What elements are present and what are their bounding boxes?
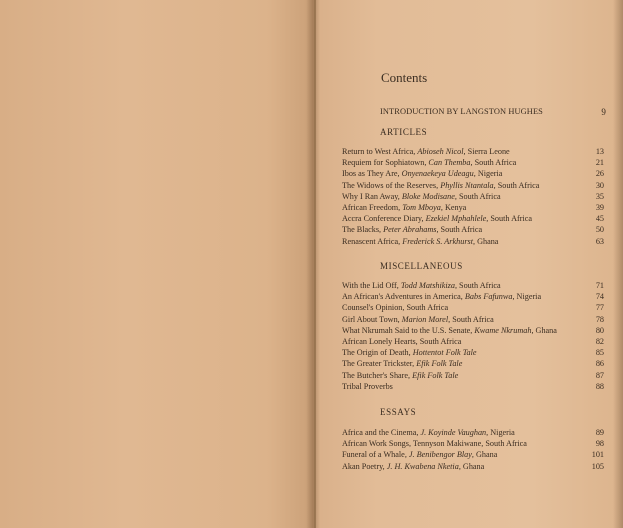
toc-entry-page-number: 85 [595, 348, 604, 358]
toc-entry-place: , Nigeria [486, 428, 515, 437]
toc-entry-author: Frederick S. Arkhurst [402, 236, 473, 246]
introduction-page-number: 9 [601, 107, 606, 117]
essays-list [342, 427, 604, 472]
toc-entry-text [342, 224, 482, 235]
toc-entry-page-number: 13 [595, 147, 604, 156]
toc-entry-author: Peter Abrahams [383, 225, 437, 235]
toc-entry-place: , Ghana [471, 450, 498, 460]
toc-entry [342, 358, 604, 369]
page-edge-shadow [613, 0, 623, 528]
section-heading-miscellaneous: MISCELLANEOUS [380, 261, 463, 271]
toc-entry-text [342, 325, 557, 336]
section-heading-essays: ESSAYS [380, 407, 417, 417]
toc-entry-page-number: 26 [595, 169, 604, 179]
introduction-label: INTRODUCTION BY LANGSTON HUGHES [380, 107, 543, 116]
toc-entry-page-number: 89 [595, 428, 604, 437]
toc-entry-text [342, 291, 541, 302]
toc-entry-place: South Africa [406, 303, 449, 313]
toc-entry-place: , Sierra Leone [463, 147, 510, 156]
toc-entry [342, 224, 604, 235]
toc-entry-page-number: 30 [595, 180, 604, 190]
page-title: Contents [381, 70, 428, 85]
toc-entry-author: Efik Folk Tale [412, 370, 459, 380]
toc-entry-author: J. Benibengor Blay [408, 450, 472, 460]
toc-entry-page-number: 63 [595, 236, 604, 246]
toc-entry [342, 191, 604, 202]
toc-entry [342, 280, 604, 291]
toc-entry-page-number: 88 [595, 381, 604, 391]
toc-entry-title: The Greater Trickster, [342, 359, 417, 369]
toc-entry [342, 314, 604, 325]
toc-entry-page-number: 45 [595, 214, 604, 224]
toc-entry-page-number: 82 [595, 336, 604, 346]
toc-entry [342, 438, 604, 449]
toc-entry-author: J. H. Kwabena Nketia [386, 461, 459, 471]
toc-entry-author: Marion Morel [401, 314, 449, 324]
toc-entry-page-number: 98 [595, 439, 604, 449]
toc-entry-text [342, 213, 532, 224]
toc-entry-page-number: 39 [595, 202, 604, 212]
toc-entry-text [342, 427, 515, 438]
toc-entry-title: The Widows of the Reserves, [342, 180, 441, 190]
toc-entry [342, 347, 604, 358]
toc-entry-title: Counsel's Opinion, [342, 303, 407, 313]
toc-entry-page-number: 35 [595, 191, 604, 201]
toc-entry-title: African Lonely Hearts, [342, 336, 420, 346]
toc-entry-author: Onyenaekeya Udeagu [401, 169, 474, 179]
toc-entry-author: Hottentot Folk Tale [412, 348, 477, 358]
toc-entry [342, 449, 604, 460]
toc-entry-place: , South Africa [436, 225, 483, 235]
toc-entry-place: , South Africa [486, 214, 532, 224]
toc-entry-text [342, 314, 494, 325]
toc-entry-place: , Ghana [458, 461, 485, 471]
toc-entry-author: Abioseh Nicol [417, 147, 464, 156]
introduction-entry [380, 107, 606, 116]
toc-entry-text [342, 461, 484, 472]
toc-entry-page-number: 86 [595, 359, 604, 369]
toc-entry-page-number: 101 [591, 450, 604, 460]
toc-entry-text [342, 180, 539, 191]
toc-entry-page-number: 21 [595, 158, 604, 168]
toc-entry-place: , Nigeria [512, 292, 542, 302]
toc-entry-page-number: 50 [595, 225, 604, 235]
toc-entry [342, 157, 604, 168]
toc-entry-title: Accra Conference Diary, [342, 214, 426, 224]
toc-entry-page-number: 74 [595, 292, 604, 302]
toc-entry-text [342, 336, 461, 347]
toc-entry-text [342, 449, 497, 460]
toc-entry-title: Renascent Africa, [342, 236, 403, 246]
toc-entry [342, 202, 604, 213]
toc-entry-page-number: 80 [595, 325, 604, 335]
toc-entry-title: Why I Ran Away, [342, 191, 402, 201]
toc-entry-place: , South Africa [470, 158, 517, 168]
toc-entry-text [342, 381, 393, 392]
toc-entry-place: , South Africa [454, 281, 501, 290]
toc-entry-page-number: 71 [595, 281, 604, 290]
toc-entry-place: , Nigeria [473, 169, 503, 179]
toc-entry-title: With the Lid Off, [342, 281, 401, 290]
toc-entry-title: Funeral of a Whale, [342, 450, 409, 460]
toc-entry-place: Tennyson Makiwane, South Africa [412, 439, 527, 449]
toc-entry-title: Return to West Africa, [342, 147, 418, 156]
toc-entry-title: An African's Adventures in America, [342, 292, 465, 302]
articles-list [342, 146, 604, 247]
toc-entry-title: Ibos as They Are, [342, 169, 402, 179]
toc-entry-author: Phyllis Ntantala [440, 180, 494, 190]
toc-entry [342, 461, 604, 472]
toc-entry [342, 336, 604, 347]
toc-entry [342, 146, 604, 157]
toc-entry-author: Ezekiel Mphahlele [425, 214, 487, 224]
toc-entry-place: , South Africa [448, 314, 494, 324]
toc-entry [342, 236, 604, 247]
toc-entry-page-number: 78 [595, 314, 604, 324]
toc-entry-place: , Ghana [531, 325, 557, 335]
section-heading-articles: ARTICLES [380, 127, 428, 137]
toc-entry-author: J. Koyinde Vaughan [420, 428, 487, 437]
toc-entry [342, 180, 604, 191]
toc-entry-place: , South Africa [454, 191, 501, 201]
toc-entry [342, 427, 604, 438]
toc-entry-text [342, 438, 527, 449]
toc-entry-author: Todd Matshikiza [400, 281, 455, 290]
toc-entry-text [342, 168, 502, 179]
toc-entry-place: , Ghana [472, 236, 499, 246]
toc-entry-title: Tribal Proverbs [342, 381, 393, 391]
toc-entry [342, 381, 604, 392]
toc-entry-title: The Blacks, [342, 225, 384, 235]
toc-entry-title: Girl About Town, [342, 314, 402, 324]
toc-entry-place: South Africa [419, 336, 462, 346]
toc-entry-author: Kwame Nkrumah [474, 325, 532, 335]
toc-entry [342, 291, 604, 302]
toc-entry-place: , Kenya [440, 202, 467, 212]
toc-entry-page-number: 77 [595, 303, 604, 313]
toc-entry-author: Can Themba [428, 158, 471, 168]
toc-entry-author: Bloke Modisane [401, 191, 455, 201]
toc-entry-text [342, 236, 498, 247]
toc-entry [342, 325, 604, 336]
toc-entry-author: Efik Folk Tale [416, 359, 463, 369]
toc-entry-title: The Origin of Death, [342, 348, 413, 358]
toc-entry-text [342, 347, 477, 358]
toc-entry-title: Akan Poetry, [342, 461, 387, 471]
toc-entry-title: Requiem for Sophiatown, [342, 158, 429, 168]
toc-entry-text [342, 191, 501, 202]
toc-entry-author: Tom Mboya [402, 202, 441, 212]
miscellaneous-list [342, 280, 604, 392]
toc-entry-title: The Butcher's Share, [342, 370, 413, 380]
toc-entry [342, 168, 604, 179]
toc-entry-title: African Work Songs, [342, 439, 413, 449]
toc-entry [342, 370, 604, 381]
toc-entry-text [342, 280, 501, 291]
toc-entry-page-number: 87 [595, 370, 604, 380]
toc-entry-title: What Nkrumah Said to the U.S. Senate, [342, 325, 475, 335]
toc-entry [342, 213, 604, 224]
toc-entry [342, 302, 604, 313]
toc-entry-place: , South Africa [493, 180, 540, 190]
toc-entry-text [342, 157, 516, 168]
toc-entry-text [342, 202, 466, 213]
toc-entry-author: Babs Fafunwa [464, 292, 513, 302]
toc-entry-text [342, 370, 458, 381]
toc-entry-text [342, 146, 510, 157]
toc-entry-title: Africa and the Cinema, [342, 428, 421, 437]
toc-entry-text [342, 358, 462, 369]
toc-entry-text [342, 302, 448, 313]
book-gutter [306, 0, 320, 528]
toc-entry-page-number: 105 [591, 461, 604, 471]
toc-entry-title: African Freedom, [342, 202, 403, 212]
